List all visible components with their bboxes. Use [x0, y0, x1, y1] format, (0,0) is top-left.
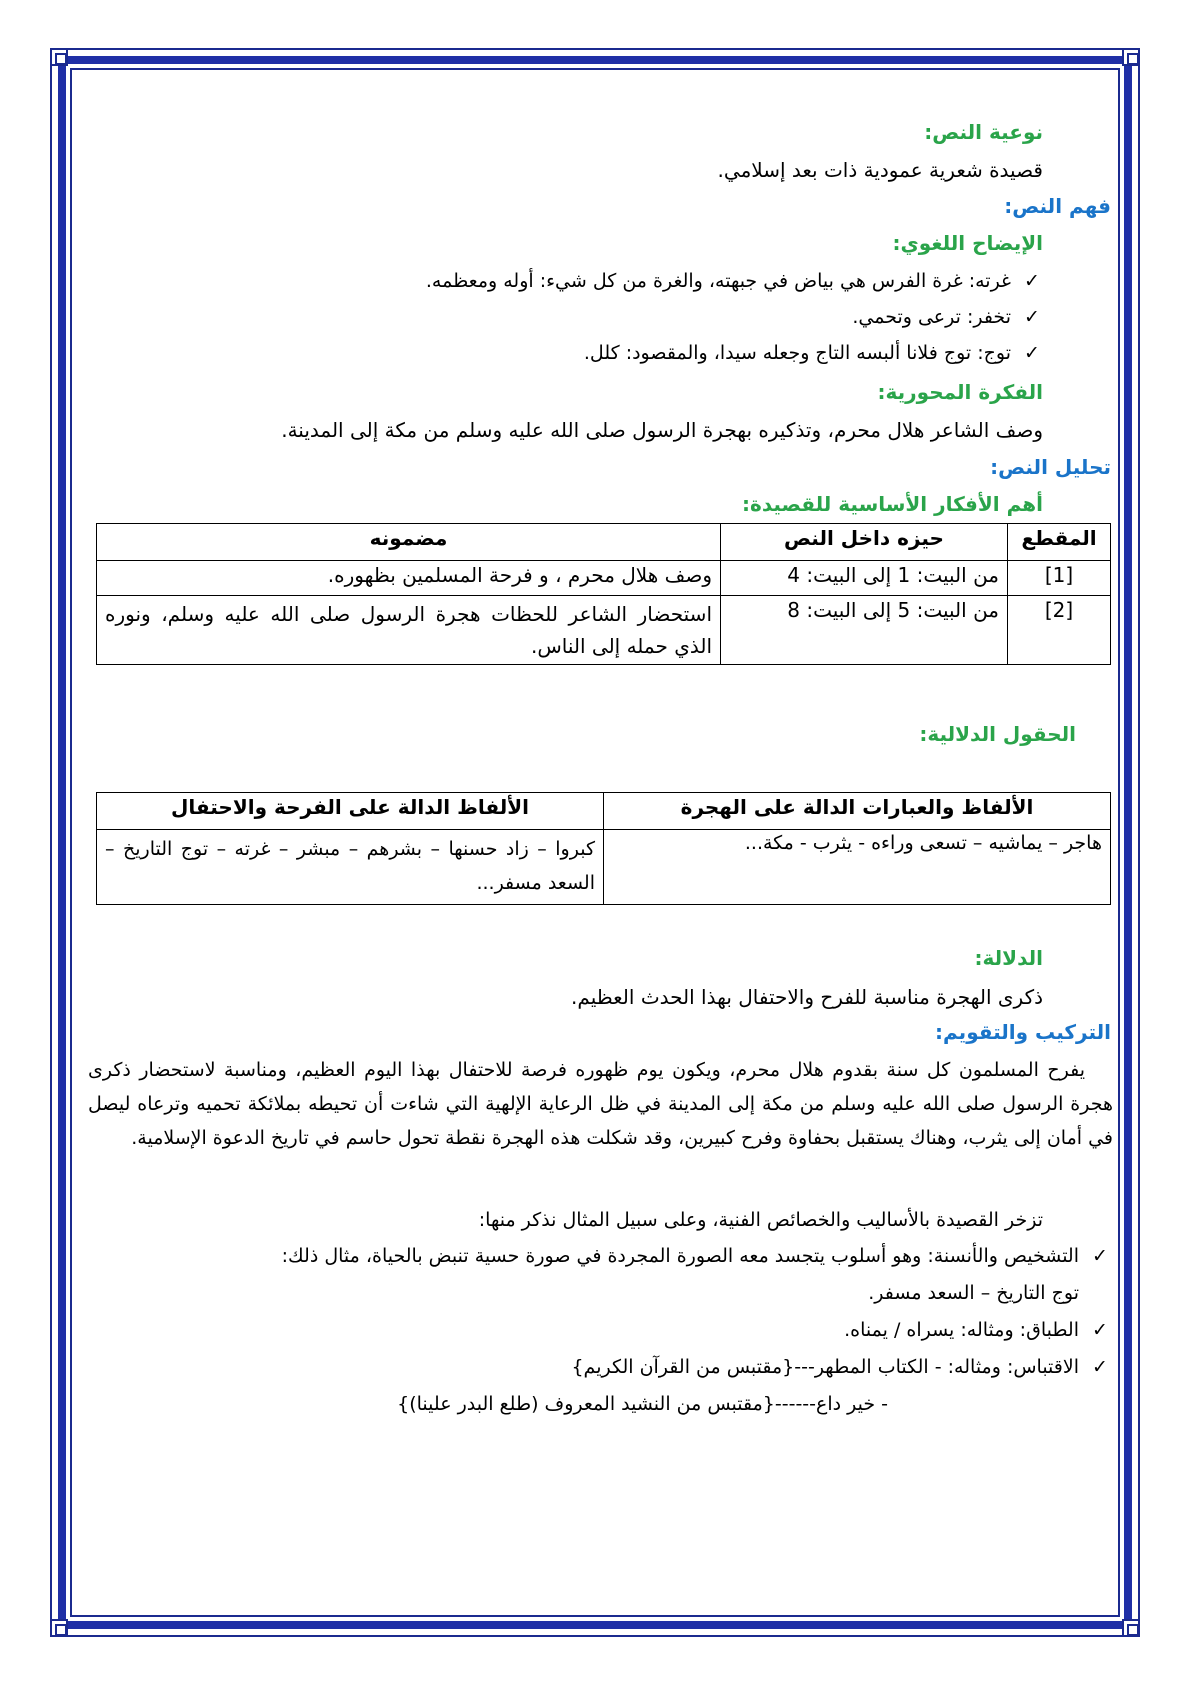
lexical-item-text: توج: توج فلانا ألبسه التاج وجعله سيدا، والمقصود: كلل. — [583, 342, 1011, 364]
column-header: المقطع — [1008, 524, 1111, 561]
table-cell: من البيت: 5 إلى البيت: 8 — [721, 596, 1008, 665]
table-row — [97, 830, 1111, 905]
text-type-heading: نوعية النص: — [924, 120, 1043, 144]
table-row — [97, 561, 1111, 596]
text-type-value: قصيدة شعرية عمودية ذات بعد إسلامي. — [717, 158, 1043, 182]
check-icon: ✓ — [1092, 1319, 1108, 1341]
check-icon: ✓ — [1024, 306, 1040, 328]
ideas-table — [96, 523, 1111, 665]
check-icon: ✓ — [1092, 1245, 1108, 1267]
styles-intro: تزخر القصيدة بالأساليب والخصائص الفنية، وعلى سبيل المثال نذكر منها: — [478, 1209, 1043, 1231]
analysis-heading: تحليل النص: — [990, 455, 1111, 479]
check-icon: ✓ — [1092, 1356, 1108, 1378]
semantic-fields-heading: الحقول الدلالية: — [919, 722, 1076, 746]
understanding-heading: فهم النص: — [1004, 194, 1111, 218]
lexical-item — [852, 306, 1043, 328]
style-item-continuation: توج التاريخ – السعد مسفر. — [868, 1282, 1079, 1304]
table-header-row — [97, 793, 1111, 830]
style-item-text: الاقتباس: ومثاله: - الكتاب المطهر---{مقتبس من القرآن الكريم} — [571, 1356, 1079, 1378]
table-cell: كبروا – زاد حسنها – بشرهم – مبشر – غرته – توج التاريخ – السعد مسفر... — [97, 830, 604, 905]
lexical-item — [426, 270, 1043, 292]
lexical-heading: الإيضاح اللغوي: — [892, 231, 1043, 255]
style-item-text: الطباق: ومثاله: يسراه / يمناه. — [844, 1319, 1079, 1341]
style-item-text: التشخيص والأنسنة: وهو أسلوب يتجسد معه الصورة المجردة في صورة حسية تنبض بالحياة، مثال ذلك: — [281, 1245, 1079, 1267]
synthesis-heading: التركيب والتقويم: — [935, 1020, 1111, 1044]
quote-line: - خير داع------{مقتبس من النشيد المعروف (طلع البدر علينا)} — [397, 1393, 888, 1415]
ideas-heading: أهم الأفكار الأساسية للقصيدة: — [742, 492, 1043, 516]
lexical-item — [584, 342, 1043, 364]
style-item — [844, 1319, 1111, 1341]
table-cell: [1] — [1008, 561, 1111, 596]
column-header: حيزه داخل النص — [721, 524, 1008, 561]
style-item — [282, 1245, 1111, 1267]
table-header-row — [97, 524, 1111, 561]
lexical-item-text: غرته: غرة الفرس هي بياض في جبهته، والغرة من كل شيء: أوله ومعظمه. — [425, 270, 1011, 292]
table-cell: هاجر – يماشيه – تسعى وراءه - يثرب - مكة... — [604, 830, 1111, 905]
main-idea-heading: الفكرة المحورية: — [877, 380, 1043, 404]
semantic-fields-table — [96, 792, 1111, 905]
table-cell: من البيت: 1 إلى البيت: 4 — [721, 561, 1008, 596]
meaning-heading: الدلالة: — [974, 946, 1043, 970]
lexical-item-text: تخفر: ترعى وتحمي. — [852, 306, 1011, 328]
meaning-text: ذكرى الهجرة مناسبة للفرح والاحتفال بهذا الحدث العظيم. — [571, 985, 1043, 1009]
check-icon: ✓ — [1024, 342, 1040, 364]
column-header: الألفاظ الدالة على الفرحة والاحتفال — [97, 793, 604, 830]
check-icon: ✓ — [1024, 270, 1040, 292]
column-header: مضمونه — [97, 524, 721, 561]
main-idea-text: وصف الشاعر هلال محرم، وتذكيره بهجرة الرسول صلى الله عليه وسلم من مكة إلى المدينة. — [281, 418, 1043, 442]
table-cell: [2] — [1008, 596, 1111, 665]
column-header: الألفاظ والعبارات الدالة على الهجرة — [604, 793, 1111, 830]
style-item — [571, 1356, 1111, 1378]
table-cell: وصف هلال محرم ، و فرحة المسلمين بظهوره. — [97, 561, 721, 596]
synthesis-paragraph: يفرح المسلمون كل سنة بقدوم هلال محرم، ويكون يوم ظهوره فرصة للاحتفال بهذا اليوم العظيم، ومناسبة لاستحضار ذكرى هجرة الرسول صلى الله عليه وسلم من مكة إلى المدينة في ظل الرعاية الإلهية التي شاءت أن تحيطه بملائكة تحميه وترعاه ليصل في أمان إلى يثرب، وهناك يستقبل بحفاوة وفرح كبيرين، وقد شكلت هذه الهجرة نقطة تحول حاسم في تاريخ الدعوة الإسلامية. — [88, 1059, 1113, 1149]
table-cell: استحضار الشاعر للحظات هجرة الرسول صلى الله عليه وسلم، ونوره الذي حمله إلى الناس. — [97, 596, 721, 665]
table-row — [97, 596, 1111, 665]
